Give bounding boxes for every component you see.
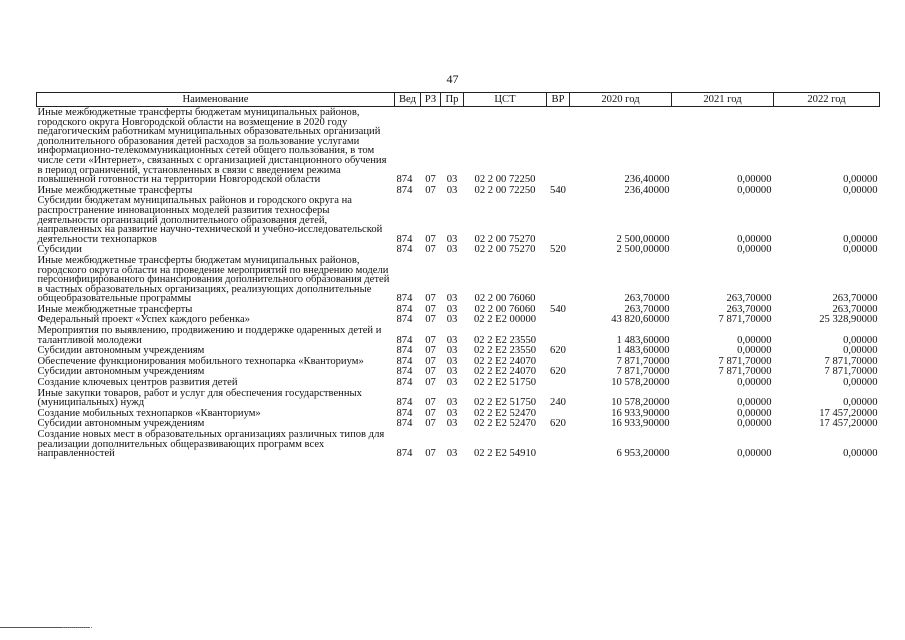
cell-2020: 6 953,20000 [616, 448, 670, 460]
cell-2020: 16 933,90000 [611, 407, 670, 419]
cell-pr: 03 [446, 366, 458, 378]
cell-2022: 25 328,90000 [819, 314, 878, 326]
cell-vr [547, 107, 570, 185]
cell-2020: 16 933,90000 [611, 418, 670, 430]
cell-ved: 874 [396, 418, 413, 430]
cell-pr: 03 [446, 418, 458, 430]
cell-2021: 0,00000 [737, 334, 772, 346]
cell-rz: 07 [425, 174, 436, 186]
cell-2021: 0,00000 [737, 233, 772, 245]
header-2020: 2020 год [570, 93, 672, 107]
cell-pr: 03 [446, 244, 458, 256]
cell-rz: 07 [425, 293, 436, 305]
cell-ved: 874 [396, 397, 413, 409]
cell-ved: 874 [396, 366, 413, 378]
cell-2022: 0,00000 [843, 334, 878, 346]
table-row [37, 418, 880, 429]
cell-cst: 02 2 00 75270 [474, 244, 536, 256]
cell-name: Субсидии автономным учреждениям [37, 366, 205, 378]
cell-vr [547, 408, 570, 419]
cell-2021: 263,70000 [726, 293, 772, 305]
cell-2020: 10 578,20000 [611, 397, 670, 409]
cell-ved: 874 [396, 174, 413, 186]
cell-2022: 7 871,70000 [824, 366, 878, 378]
cell-rz: 07 [425, 407, 436, 419]
cell-rz: 07 [425, 334, 436, 346]
table-row [37, 314, 880, 325]
cell-ved: 874 [396, 184, 413, 196]
cell-2020: 1 483,60000 [616, 334, 670, 346]
cell-ved: 874 [396, 233, 413, 245]
cell-2020: 2 500,00000 [616, 233, 670, 245]
cell-ved: 874 [396, 334, 413, 346]
cell-cst: 02 2 E2 52470 [473, 407, 537, 419]
cell-ved: 874 [396, 355, 413, 367]
cell-vr [547, 325, 570, 345]
table-row [37, 304, 880, 315]
cell-2021: 263,70000 [726, 303, 772, 315]
cell-name: Иные межбюджетные трансферты [37, 184, 193, 196]
table-row [37, 429, 880, 459]
cell-name: Субсидии [37, 244, 82, 256]
cell-2022: 0,00000 [843, 377, 878, 389]
cell-2021: 0,00000 [737, 418, 772, 430]
cell-name: Обеспечение функционирования мобильного технопарка «Кванториум» [37, 355, 364, 367]
cell-2021: 0,00000 [737, 345, 772, 357]
table-row [37, 408, 880, 419]
cell-rz: 07 [425, 448, 436, 460]
cell-2022: 0,00000 [843, 184, 878, 196]
budget-table [36, 92, 880, 459]
cell-2021: 0,00000 [737, 448, 772, 460]
cell-ved: 874 [396, 448, 413, 460]
cell-name: Создание ключевых центров развития детей [37, 377, 238, 389]
header-row [37, 93, 880, 107]
cell-rz: 07 [425, 244, 436, 256]
cell-name: Субсидии бюджетам муниципальных районов и городского округа на распространение инновационных моделей развития техносферы деятельности организаций дополнительного образования детей, направленных на развитие научно-технической и учебно-исследовательской деятельности технопарков [37, 195, 383, 245]
cell-rz: 07 [425, 355, 436, 367]
cell-vr: 240 [550, 397, 566, 409]
cell-vr: 620 [550, 366, 566, 378]
cell-2020: 7 871,70000 [616, 366, 670, 378]
cell-pr: 03 [446, 293, 458, 305]
cell-2020: 1 483,60000 [616, 345, 670, 357]
cell-2022: 0,00000 [843, 174, 878, 186]
cell-ved: 874 [396, 244, 413, 256]
cell-pr: 03 [446, 334, 458, 346]
header-rz: РЗ [421, 93, 441, 107]
cell-2021: 0,00000 [737, 407, 772, 419]
cell-name: Субсидии автономным учреждениям [37, 418, 205, 430]
table-body [37, 107, 880, 459]
cell-cst: 02 2 00 75270 [474, 233, 536, 245]
cell-2022: 0,00000 [843, 244, 878, 256]
cell-2021: 0,00000 [737, 184, 772, 196]
cell-2020: 263,70000 [624, 303, 670, 315]
cell-pr: 03 [446, 407, 458, 419]
cell-2021: 0,00000 [737, 397, 772, 409]
header-2021: 2021 год [672, 93, 774, 107]
cell-rz: 07 [425, 397, 436, 409]
cell-ved: 874 [396, 314, 413, 326]
cell-rz: 07 [425, 314, 436, 326]
table-row [37, 107, 880, 185]
cell-name: Иные межбюджетные трансферты бюджетам муниципальных районов, городского округа Новгородской области на возмещение в 2020 году педагогическим работникам муниципальных образовательных организаций дополнительного образования детей расходов за пользование услугами информационно-телекоммуникационных сетей общего пользования, в том числе сети «Интернет», связанных с организацией дистанционного обучения в период ограничений, установленных в связи с введением режима повышенной готовности на территории Новгородской области [37, 107, 387, 186]
cell-cst: 02 2 E2 23550 [473, 345, 537, 357]
cell-name: Иные закупки товаров, работ и услуг для обеспечения государственных (муниципальных) нужд [37, 387, 362, 409]
table-row [37, 345, 880, 356]
cell-2021: 7 871,70000 [718, 314, 772, 326]
cell-2020: 236,40000 [624, 174, 670, 186]
cell-2022: 0,00000 [843, 397, 878, 409]
cell-name: Иные межбюджетные трансферты [37, 303, 193, 315]
header-name: Наименование [37, 93, 395, 107]
cell-2022: 17 457,20000 [819, 407, 878, 419]
cell-pr: 03 [446, 345, 458, 357]
cell-vr: 520 [550, 244, 566, 256]
cell-rz: 07 [425, 345, 436, 357]
header-ved: Вед [395, 93, 421, 107]
cell-rz: 07 [425, 184, 436, 196]
table-row [37, 356, 880, 367]
cell-2020: 236,40000 [624, 184, 670, 196]
page-number: 47 [446, 72, 459, 86]
cell-rz: 07 [425, 233, 436, 245]
cell-rz: 07 [425, 303, 436, 315]
cell-pr: 03 [446, 377, 458, 389]
cell-name: Мероприятия по выявлению, продвижению и поддержке одаренных детей и талантливой молодежи [37, 325, 382, 346]
cell-pr: 03 [446, 184, 458, 196]
cell-pr: 03 [446, 397, 458, 409]
cell-2022: 0,00000 [843, 448, 878, 460]
cell-vr [547, 195, 570, 244]
cell-cst: 02 2 E2 51750 [473, 377, 537, 389]
cell-2022: 17 457,20000 [819, 418, 878, 430]
cell-rz: 07 [425, 377, 436, 389]
cell-2021: 0,00000 [737, 377, 772, 389]
cell-cst: 02 2 E2 24070 [473, 355, 537, 367]
cell-cst: 02 2 E2 54910 [473, 448, 537, 460]
cell-2022: 0,00000 [843, 345, 878, 357]
cell-pr: 03 [446, 355, 458, 367]
cell-cst: 02 2 E2 24070 [473, 366, 537, 378]
cell-name: Создание новых мест в образовательных организациях различных типов для реализации дополнительных общеразвивающих программ всех направленностей [37, 429, 385, 460]
cell-cst: 02 2 00 72250 [474, 174, 536, 186]
cell-name: Субсидии автономным учреждениям [37, 345, 205, 357]
footer-rule-dotted [62, 627, 92, 628]
cell-pr: 03 [446, 174, 458, 186]
cell-2020: 7 871,70000 [616, 355, 670, 367]
cell-2021: 7 871,70000 [718, 355, 772, 367]
cell-ved: 874 [396, 407, 413, 419]
cell-2021: 7 871,70000 [718, 366, 772, 378]
cell-2022: 263,70000 [832, 293, 878, 305]
cell-pr: 03 [446, 448, 458, 460]
cell-name: Федеральный проект «Успех каждого ребенка» [37, 314, 250, 326]
cell-ved: 874 [396, 303, 413, 315]
table-row [37, 185, 880, 196]
cell-cst: 02 2 E2 23550 [473, 334, 537, 346]
table-row [37, 255, 880, 304]
cell-2022: 263,70000 [832, 303, 878, 315]
cell-vr: 540 [550, 303, 566, 315]
cell-ved: 874 [396, 345, 413, 357]
cell-pr: 03 [446, 314, 458, 326]
cell-2020: 2 500,00000 [616, 244, 670, 256]
cell-cst: 02 2 00 76060 [474, 293, 536, 305]
cell-vr: 620 [550, 345, 566, 357]
cell-vr [547, 314, 570, 325]
cell-cst: 02 2 E2 51750 [473, 397, 537, 409]
cell-ved: 874 [396, 293, 413, 305]
table-row [37, 366, 880, 377]
cell-cst: 02 2 00 72250 [474, 184, 536, 196]
cell-vr [547, 377, 570, 388]
header-vr: ВР [547, 93, 570, 107]
header-pr: Пр [441, 93, 464, 107]
cell-2020: 43 820,60000 [611, 314, 670, 326]
cell-vr [547, 429, 570, 459]
table-row [37, 388, 880, 408]
budget-table-container [36, 92, 879, 459]
cell-rz: 07 [425, 418, 436, 430]
table-row [37, 244, 880, 255]
cell-2022: 7 871,70000 [824, 355, 878, 367]
cell-2021: 0,00000 [737, 174, 772, 186]
cell-vr [547, 356, 570, 367]
table-row [37, 377, 880, 388]
cell-vr [547, 255, 570, 304]
table-row [37, 325, 880, 345]
header-2022: 2022 год [774, 93, 880, 107]
table-header [37, 93, 880, 107]
cell-rz: 07 [425, 366, 436, 378]
cell-2020: 10 578,20000 [611, 377, 670, 389]
cell-cst: 02 2 E2 00000 [473, 314, 537, 326]
cell-pr: 03 [446, 303, 458, 315]
cell-vr: 540 [550, 184, 566, 196]
cell-name: Создание мобильных технопарков «Кванториум» [37, 407, 261, 419]
cell-2021: 0,00000 [737, 244, 772, 256]
cell-cst: 02 2 00 76060 [474, 303, 536, 315]
cell-name: Иные межбюджетные трансферты бюджетам муниципальных районов, городского округа области на проведение мероприятий по внедрению модели персонифицированного финансирования дополнительного образования детей в частных образовательных организациях, реализующих дополнительные общеобразовательные программы [37, 254, 390, 305]
cell-vr: 620 [550, 418, 566, 430]
cell-cst: 02 2 E2 52470 [473, 418, 537, 430]
cell-2020: 263,70000 [624, 293, 670, 305]
cell-pr: 03 [446, 233, 458, 245]
cell-ved: 874 [396, 377, 413, 389]
header-cst: ЦСТ [464, 93, 547, 107]
cell-2022: 0,00000 [843, 233, 878, 245]
table-row [37, 195, 880, 244]
